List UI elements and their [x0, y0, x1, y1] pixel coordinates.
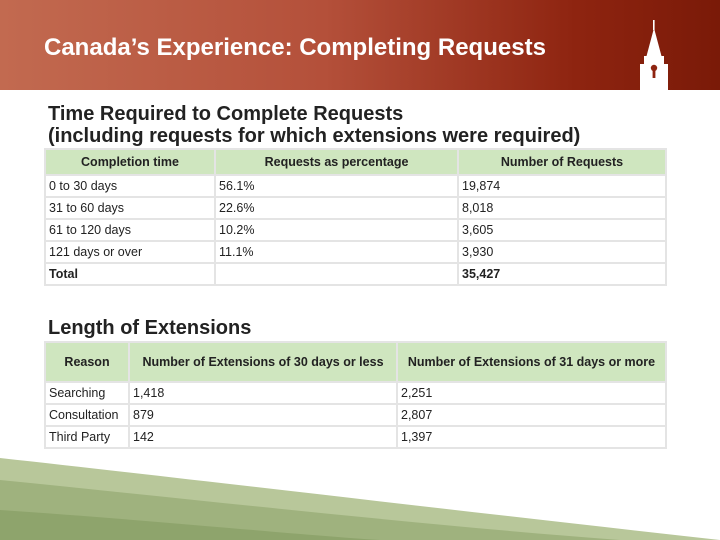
table-cell: 0 to 30 days: [45, 175, 215, 197]
table-cell: 19,874: [458, 175, 666, 197]
table-row: [45, 404, 666, 426]
table-cell: 10.2%: [215, 219, 458, 241]
column-header: Requests as percentage: [215, 149, 458, 175]
extensions-table: [44, 341, 667, 449]
table-header-row: [45, 342, 666, 382]
section2-title: Length of Extensions: [48, 317, 252, 339]
column-header: Number of Requests: [458, 149, 666, 175]
table-cell: 2,807: [397, 404, 666, 426]
table-row: [45, 197, 666, 219]
table-row: [45, 219, 666, 241]
table-row: [45, 382, 666, 404]
table-cell: Searching: [45, 382, 129, 404]
table-cell: 22.6%: [215, 197, 458, 219]
table-cell: Consultation: [45, 404, 129, 426]
table-row: [45, 241, 666, 263]
completion-time-table: [44, 148, 667, 286]
header-banner: [0, 0, 720, 90]
table-cell: 11.1%: [215, 241, 458, 263]
table-cell: 35,427: [458, 263, 666, 285]
table-cell: 142: [129, 426, 397, 448]
table-total-row: [45, 263, 666, 285]
column-header: Number of Extensions of 30 days or less: [129, 342, 397, 382]
table-header-row: [45, 149, 666, 175]
table-cell: 121 days or over: [45, 241, 215, 263]
table-cell: 56.1%: [215, 175, 458, 197]
column-header: Number of Extensions of 31 days or more: [397, 342, 666, 382]
table-cell: [215, 263, 458, 285]
column-header: Reason: [45, 342, 129, 382]
table-cell: Third Party: [45, 426, 129, 448]
table-cell: 2,251: [397, 382, 666, 404]
table-cell: 3,930: [458, 241, 666, 263]
table-cell: 879: [129, 404, 397, 426]
table-cell: 3,605: [458, 219, 666, 241]
table-cell: Total: [45, 263, 215, 285]
column-header: Completion time: [45, 149, 215, 175]
table-cell: 1,418: [129, 382, 397, 404]
footer-decoration: [0, 440, 720, 540]
section1-title-line2: (including requests for which extensions were required): [48, 125, 581, 147]
table-cell: 8,018: [458, 197, 666, 219]
table-row: [45, 426, 666, 448]
table-cell: 61 to 120 days: [45, 219, 215, 241]
table-cell: 31 to 60 days: [45, 197, 215, 219]
page-title: Canada’s Experience: Completing Requests: [44, 34, 546, 61]
table-row: [45, 175, 666, 197]
section1-title-line1: Time Required to Complete Requests: [48, 103, 404, 125]
university-tower-icon: [634, 20, 674, 90]
table-cell: 1,397: [397, 426, 666, 448]
